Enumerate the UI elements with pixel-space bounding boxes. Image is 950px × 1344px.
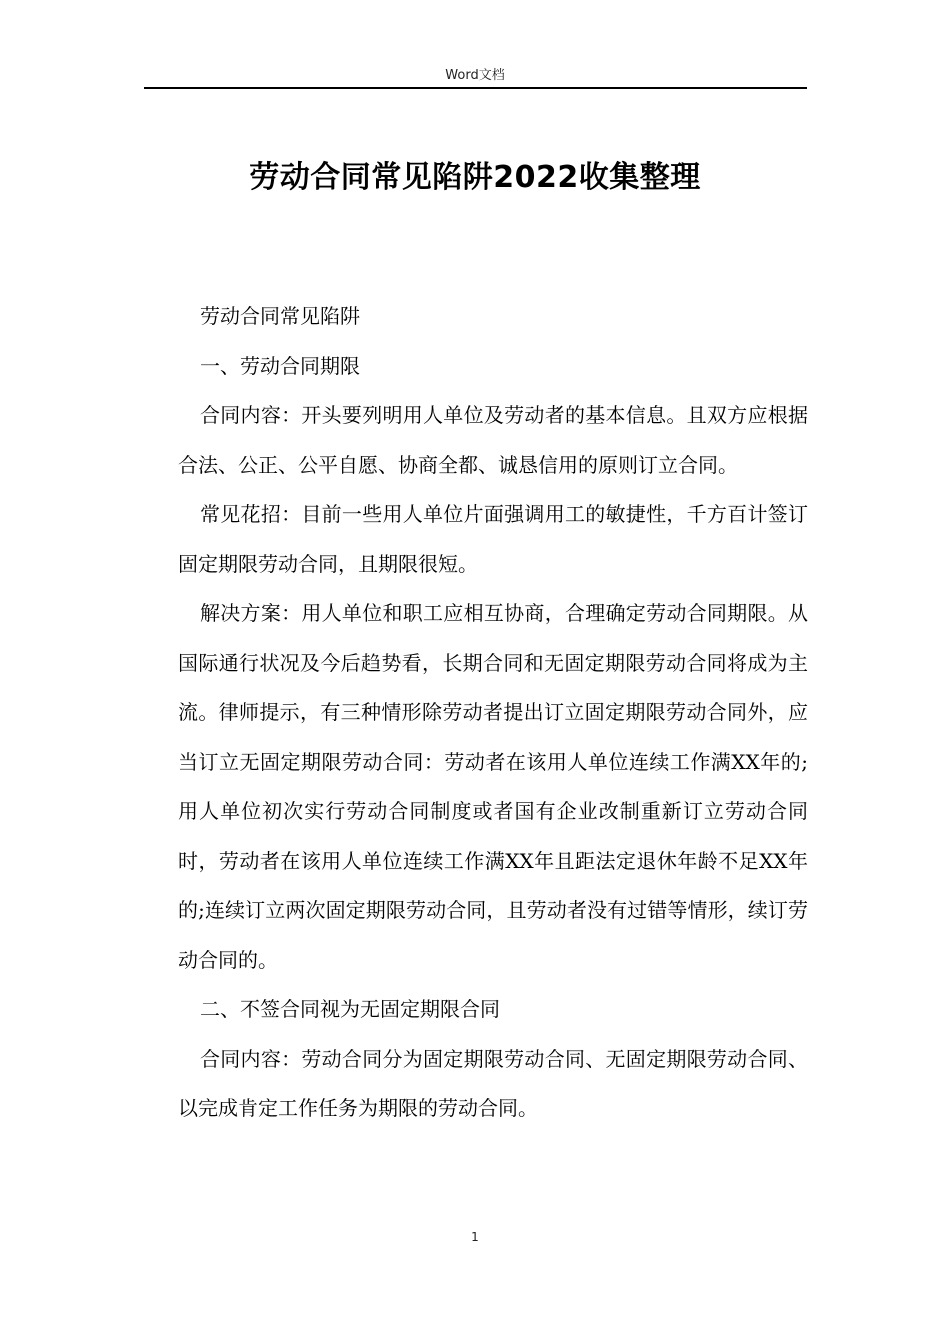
document-body (178, 292, 808, 1134)
paragraph: 常见花招：目前一些用人单位片面强调用工的敏捷性，千方百计签订固定期限劳动合同，且期限很短。 (178, 502, 808, 576)
section-heading-1: 一、劳动合同期限 (200, 353, 360, 378)
paragraph: 合同内容：劳动合同分为固定期限劳动合同、无固定期限劳动合同、以完成肯定工作任务为期限的劳动合同。 (178, 1046, 808, 1120)
paragraph: 合同内容：开头要列明用人单位及劳动者的基本信息。且双方应根据合法、公正、公平自愿、协商全都、诚恳信用的原则订立合同。 (178, 403, 808, 477)
header-divider (144, 87, 807, 89)
page-number: 1 (471, 1230, 479, 1244)
paragraph: 解决方案：用人单位和职工应相互协商，合理确定劳动合同期限。从国际通行状况及今后趋势看，长期合同和无固定期限劳动合同将成为主流。律师提示，有三种情形除劳动者提出订立固定期限劳动合同外，应当订立无固定期限劳动合同：劳动者在该用人单位连续工作满XX年的;用人单位初次实行劳动合同制度或者国有企业改制重新订立劳动合同时，劳动者在该用人单位连续工作满XX年且距法定退休年龄不足XX年的;连续订立两次固定期限劳动合同，且劳动者没有过错等情形，续订劳动合同的。 (178, 601, 808, 972)
section-heading-2: 二、不签合同视为无固定期限合同 (200, 997, 500, 1021)
document-title: 劳动合同常见陷阱2022收集整理 (249, 160, 701, 195)
paragraph-heading: 劳动合同常见陷阱 (200, 304, 360, 328)
page-header: Word文档 (445, 68, 505, 83)
